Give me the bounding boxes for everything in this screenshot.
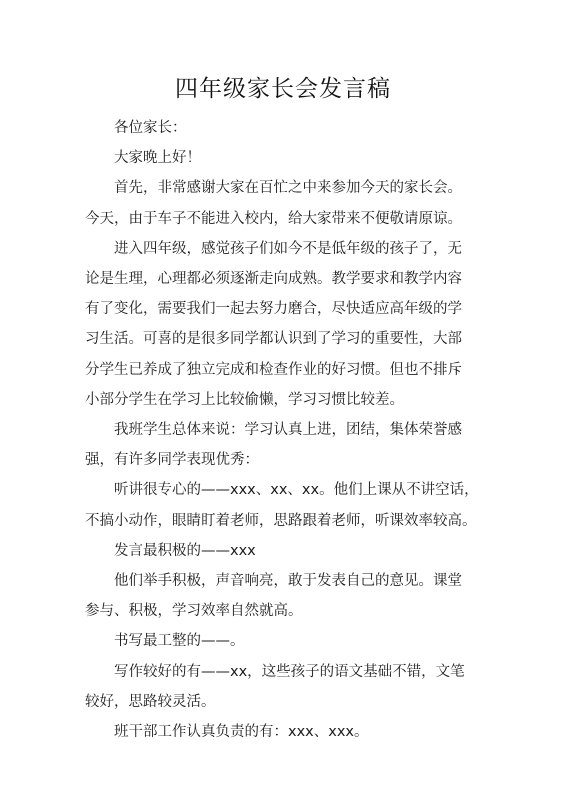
text-line: 分学生已养成了独立完成和检查作业的好习惯。但也不排斥 xyxy=(85,361,462,378)
text-line: 今天，由于车子不能进入校内，给大家带来不便敬请原谅。 xyxy=(85,210,462,227)
text-line: 发言最积极的——xxx xyxy=(114,542,256,559)
text-line: 习生活。可喜的是很多同学都认识到了学习的重要性，大部 xyxy=(85,331,462,348)
document-body xyxy=(85,113,505,747)
text-line: 不搞小动作，眼睛盯着老师，思路跟着老师，听课效率较高。 xyxy=(85,512,477,529)
document-title: 四年级家长会发言稿 xyxy=(175,76,391,102)
text-line: 论是生理，心理都必须逐渐走向成熟。教学要求和教学内容 xyxy=(85,271,462,288)
text-line: 小部分学生在学习上比较偷懒，学习习惯比较差。 xyxy=(85,391,404,408)
text-line: 强，有许多同学表现优秀： xyxy=(85,452,259,469)
text-line: 我班学生总体来说：学习认真上进，团结，集体荣誉感 xyxy=(114,422,462,439)
text-line: 首先，非常感谢大家在百忙之中来参加今天的家长会。 xyxy=(114,180,462,197)
text-line: 班干部工作认真负责的有：xxx、xxx。 xyxy=(114,724,369,741)
text-line: 较好，思路较灵活。 xyxy=(85,693,216,710)
text-line: 写作较好的有——xx，这些孩子的语文基础不错，文笔 xyxy=(114,663,465,680)
text-line: 他们举手积极，声音响亮，敢于发表自己的意见。课堂 xyxy=(114,573,462,590)
text-line: 各位家长： xyxy=(114,120,187,136)
text-line: 大家晚上好！ xyxy=(114,150,201,167)
text-line: 有了变化，需要我们一起去努力磨合，尽快适应高年级的学 xyxy=(85,301,462,318)
text-line: 进入四年级，感觉孩子们如今不是低年级的孩子了，无 xyxy=(114,240,462,257)
text-line: 参与、积极，学习效率自然就高。 xyxy=(85,603,303,620)
text-line: 听讲很专心的——xxx、xx、xx。他们上课从不讲空话， xyxy=(114,482,479,499)
text-line: 书写最工整的——。 xyxy=(114,633,245,650)
